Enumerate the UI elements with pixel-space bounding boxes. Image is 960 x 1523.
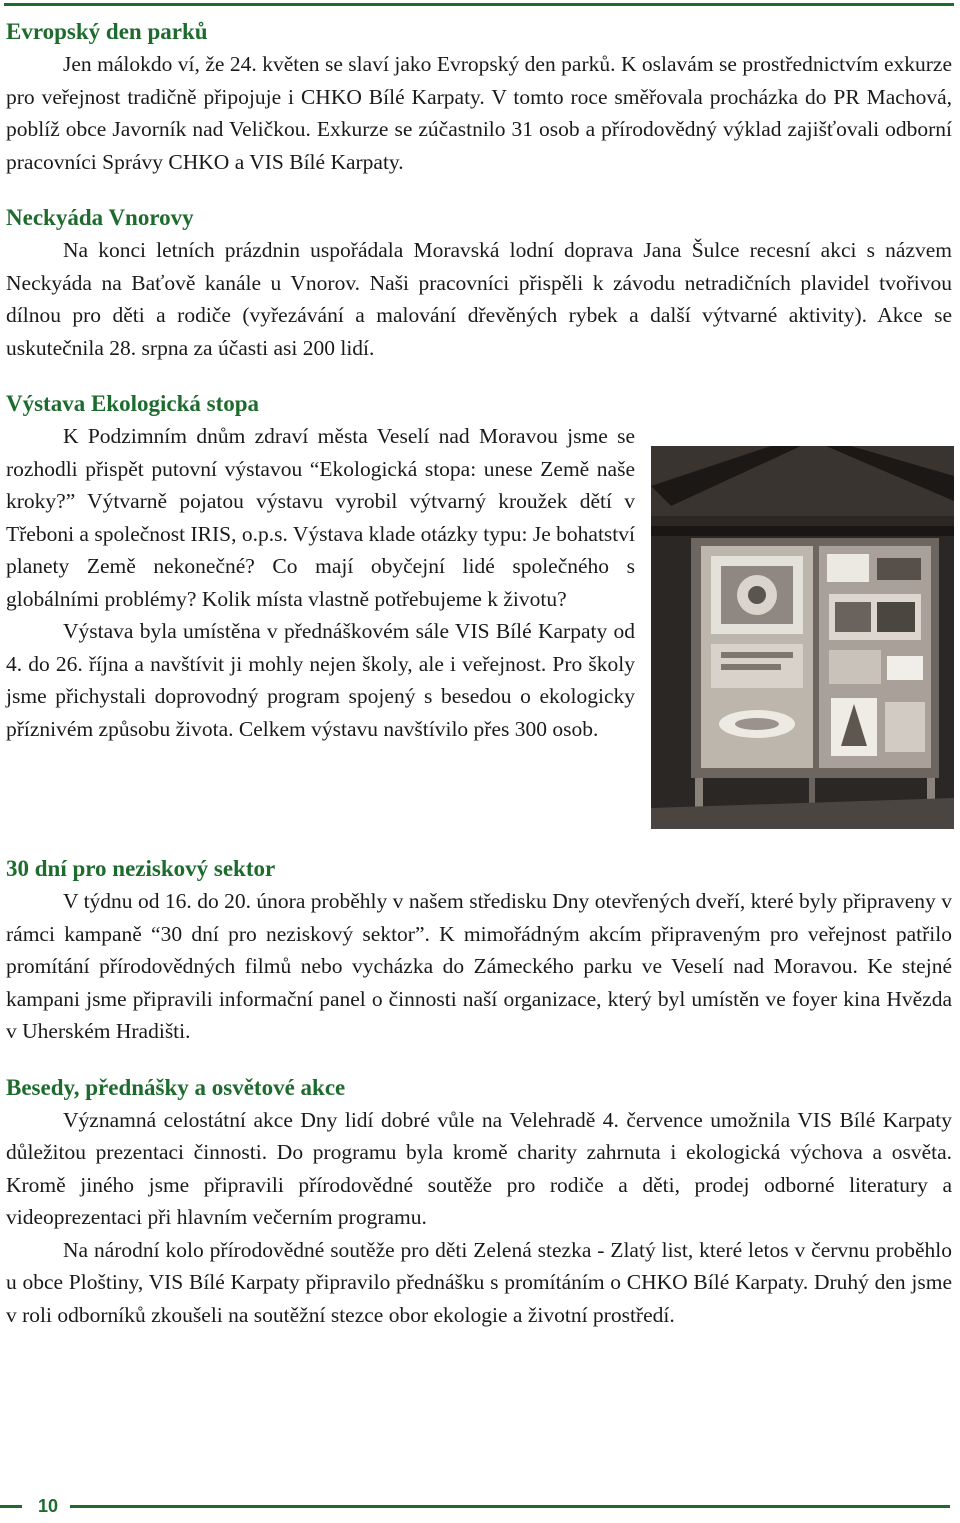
paragraph: Na konci letních prázdnin uspořádala Moravská lodní doprava Jana Šulce recesní akci s názvem Neckyáda na Baťově kanále u Vnorov. Naši pracovníci přispěli k závodu netradičních plavidel tvořivou dílnou pro děti a rodiče (vyřezávání a malování dřevěných rybek a další výtvarné aktivity). Akce se uskutečnila 28. srpna za účasti asi 200 lidí. (6, 238, 952, 360)
page-content (6, 16, 952, 1355)
paragraph: V týdnu od 16. do 20. února proběhly v našem středisku Dny otevřených dveří, které byly připraveny v rámci kampaně “30 dní pro neziskový sektor”. K mimořádným akcím připraveným pro veřejnost patřilo promítání přírodovědných filmů nebo vycházka do Zámeckého parku ve Veselí nad Moravou. Ke stejné kampani jsme připravili informační panel o činnosti naší organizace, který byl umístěn ve foyer kina Hvězda v Uherském Hradišti. (6, 889, 952, 1043)
section-30-dni-pro-neziskovy-sektor (6, 853, 952, 1048)
section-evropsky-den-parku (6, 16, 952, 178)
exhibition-photo-drawing (651, 446, 954, 829)
section-besedy-prednasky (6, 1072, 952, 1332)
section-title: 30 dní pro neziskový sektor (6, 856, 276, 881)
section-vystava-ekologicka-stopa (6, 388, 952, 829)
footer-rule-left (0, 1505, 22, 1508)
section-neckyada-vnorovy (6, 202, 952, 364)
section-title: Evropský den parků (6, 19, 208, 44)
footer-rule-right (70, 1505, 950, 1508)
paragraph: Významná celostátní akce Dny lidí dobré vůle na Velehradě 4. července umožnila VIS Bílé Karpaty důležitou prezentaci činnosti. Do programu byla kromě charity zahrnuta i ekologická výchova a osvěta. Kromě jiného jsme připravili přírodovědné soutěže pro rodiče a děti, prodej odborné literatury a videoprezentaci při hlavním večerním programu. (6, 1107, 952, 1229)
paragraph: Jen málokdo ví, že 24. květen se slaví jako Evropský den parků. K oslavám se prostřednictvím exkurze pro veřejnost tradičně připojuje i CHKO Bílé Karpaty. V tomto roce směřovala procházka do PR Machová, poblíž obce Javorník nad Veličkou. Exkurze se zúčastnilo 31 osob a přírodovědný výklad zajišťovali odborní pracovníci Správy CHKO a VIS Bílé Karpaty. (6, 52, 952, 174)
top-rule (4, 3, 954, 6)
paragraph: Na národní kolo přírodovědné soutěže pro děti Zelená stezka - Zlatý list, které letos v červnu proběhlo u obce Ploštiny, VIS Bílé Karpaty připravilo přednášku s promítáním o CHKO Bílé Karpaty. Druhý den jsme v roli odborníků zkoušeli na soutěžní stezce obor ekologie a životní prostředí. (6, 1237, 952, 1327)
section-title: Neckyáda Vnorovy (6, 205, 194, 230)
exhibition-photo (651, 446, 954, 829)
paragraph: K Podzimním dnům zdraví města Veselí nad Moravou jsme se rozhodli přispět putovní výstavou “Ekologická stopa: unese Země naše kroky?” Výtvarně pojatou výstavu vyrobil výtvarný kroužek dětí v Třeboni a společnost IRIS, o.p.s. Výstava klade otázky typu: Je bohatství planety Země nekonečné? Co mají obyčejní lidé společného s globálními problémy? Kolik místa vlastně potřebujeme k životu? (6, 424, 635, 611)
section-title: Výstava Ekologická stopa (6, 391, 260, 416)
paragraph: Výstava byla umístěna v přednáškovém sále VIS Bílé Karpaty od 4. do 26. října a navštívit ji mohly nejen školy, ale i veřejnost. Pro školy jsme přichystali doprovodný program spojený s besedou o ekologicky příznivém způsobu života. Celkem výstavu navštívilo přes 300 osob. (6, 619, 635, 741)
section-title: Besedy, přednášky a osvětové akce (6, 1074, 346, 1100)
page-number: 10 (37, 1496, 59, 1516)
